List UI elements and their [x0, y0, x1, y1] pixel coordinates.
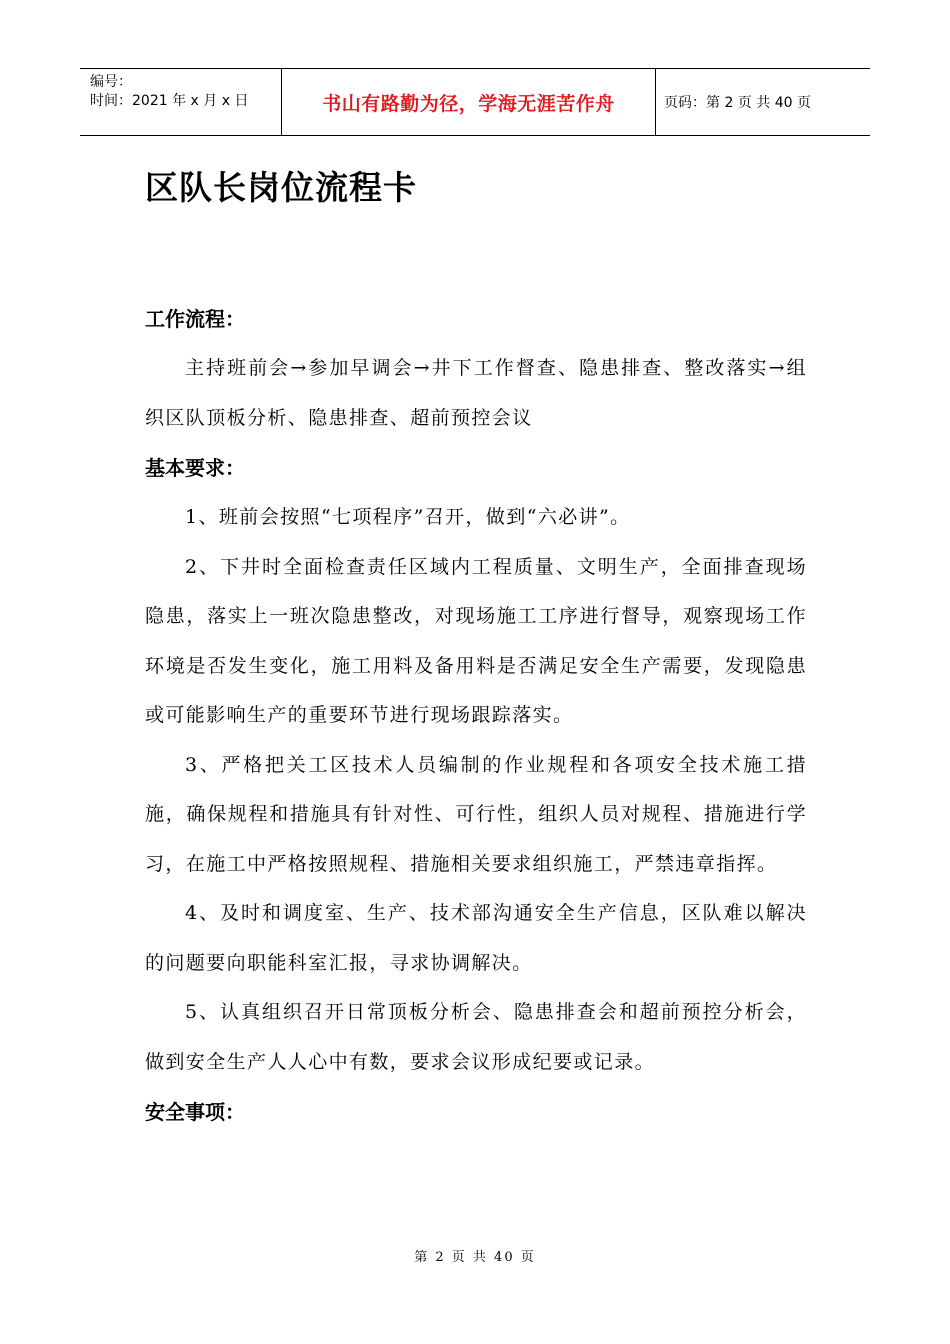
header-meta [80, 69, 282, 135]
requirement-item-4: 4、及时和调度室、生产、技术部沟通安全生产信息，区队难以解决的问题要向职能科室汇报，寻求协调解决。 [145, 902, 807, 974]
document-date-label: 时间：2021 年 x 月 x 日 [90, 93, 249, 109]
requirement-item-1: 1、班前会按照“七项程序”召开，做到“六必讲”。 [185, 506, 631, 528]
page-footer: 第 2 页 共 40 页 [414, 1250, 536, 1265]
requirement-item-2: 2、下井时全面检查责任区域内工程质量、文明生产，全面排查现场隐患，落实上一班次隐患整改，对现场施工工序进行督导，观察现场工作环境是否发生变化，施工用料及备用料是否满足安全生产需要，发现隐患或可能影响生产的重要环节进行现场跟踪落实。 [145, 555, 807, 726]
document-title: 区队长岗位流程卡 [145, 168, 417, 207]
page-header [80, 68, 870, 136]
safety-heading: 安全事项： [145, 1100, 245, 1124]
workflow-text: 主持班前会→参加早调会→井下工作督查、隐患排查、整改落实→组织区队顶板分析、隐患排查、超前预控会议 [145, 357, 807, 429]
header-page-info-cell [656, 69, 870, 135]
header-motto-cell [282, 69, 656, 135]
workflow-heading: 工作流程： [145, 307, 245, 331]
requirement-item-5: 5、认真组织召开日常顶板分析会、隐患排查会和超前预控分析会，做到安全生产人人心中有数，要求会议形成纪要或记录。 [145, 1001, 807, 1073]
header-page-info: 页码：第 2 页 共 40 页 [664, 95, 811, 111]
document-body [145, 294, 807, 1137]
header-motto: 书山有路勤为径，学海无涯苦作舟 [322, 92, 615, 115]
document-number-label: 编号： [90, 74, 132, 90]
requirements-heading: 基本要求： [145, 456, 245, 480]
requirement-item-3: 3、严格把关工区技术人员编制的作业规程和各项安全技术施工措施，确保规程和措施具有针对性、可行性，组织人员对规程、措施进行学习，在施工中严格按照规程、措施相关要求组织施工，严禁违章指挥。 [145, 753, 807, 875]
